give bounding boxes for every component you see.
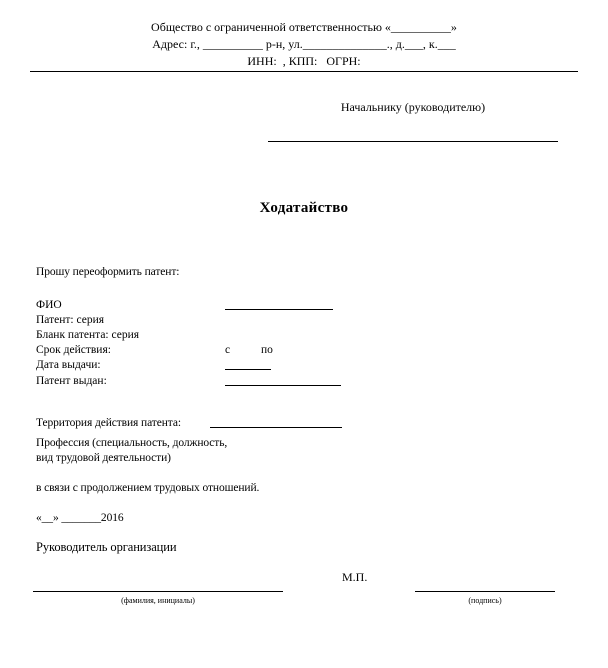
- field-label-issued-by: Патент выдан:: [36, 375, 107, 387]
- field-fill-issue-date[interactable]: [225, 369, 271, 370]
- table-row: [36, 313, 576, 327]
- field-label-fio: ФИО: [36, 299, 62, 311]
- table-row: [36, 374, 576, 388]
- addressee-fill-line[interactable]: [268, 141, 558, 142]
- profession-label-line-2: вид трудовой деятельности): [36, 452, 171, 464]
- signer-title: Руководитель организации: [36, 540, 177, 554]
- table-row: [36, 343, 576, 357]
- territory-fill-line[interactable]: [210, 427, 342, 428]
- company-name-line: Общество с ограниченной ответственностью «__________»: [151, 20, 457, 34]
- signature-line-name[interactable]: [33, 591, 283, 592]
- table-row: [36, 328, 576, 342]
- profession-label-line-1: Профессия (специальность, должность,: [36, 437, 228, 449]
- letterhead-divider: [30, 71, 578, 72]
- company-registration-line: ИНН: , КПП: ОГРН:: [247, 54, 361, 68]
- field-label-validity-period: Срок действия:: [36, 344, 111, 356]
- company-address-line: Адрес: г., __________ р-н, ул.______________., д.___, к.___: [152, 37, 456, 51]
- table-row: [36, 358, 576, 372]
- territory-label: Территория действия патента:: [36, 417, 181, 429]
- document-date-line[interactable]: «__» _______2016: [36, 512, 124, 524]
- request-intro-text: Прошу переоформить патент:: [36, 266, 180, 278]
- page-title: Ходатайство: [259, 200, 349, 216]
- field-label-issue-date: Дата выдачи:: [36, 359, 101, 371]
- validity-to-marker: по: [261, 344, 273, 356]
- field-row: [36, 298, 576, 312]
- signature-caption-name: (фамилия, инициалы): [121, 596, 195, 605]
- signature-caption-signature: (подпись): [468, 596, 502, 605]
- field-label-patent-series: Патент: серия: [36, 314, 105, 326]
- validity-from-marker: с: [225, 344, 231, 356]
- field-fill-issued-by[interactable]: [225, 385, 341, 386]
- stamp-mark: М.П.: [342, 570, 368, 584]
- field-fill-fio[interactable]: [225, 309, 333, 310]
- reason-text: в связи с продолжением трудовых отношений.: [36, 482, 260, 494]
- field-label-patent-blank-series: Бланк патента: серия: [36, 329, 140, 341]
- addressee-label: Начальнику (руководителю): [340, 100, 486, 114]
- signature-line-signature[interactable]: [415, 591, 555, 592]
